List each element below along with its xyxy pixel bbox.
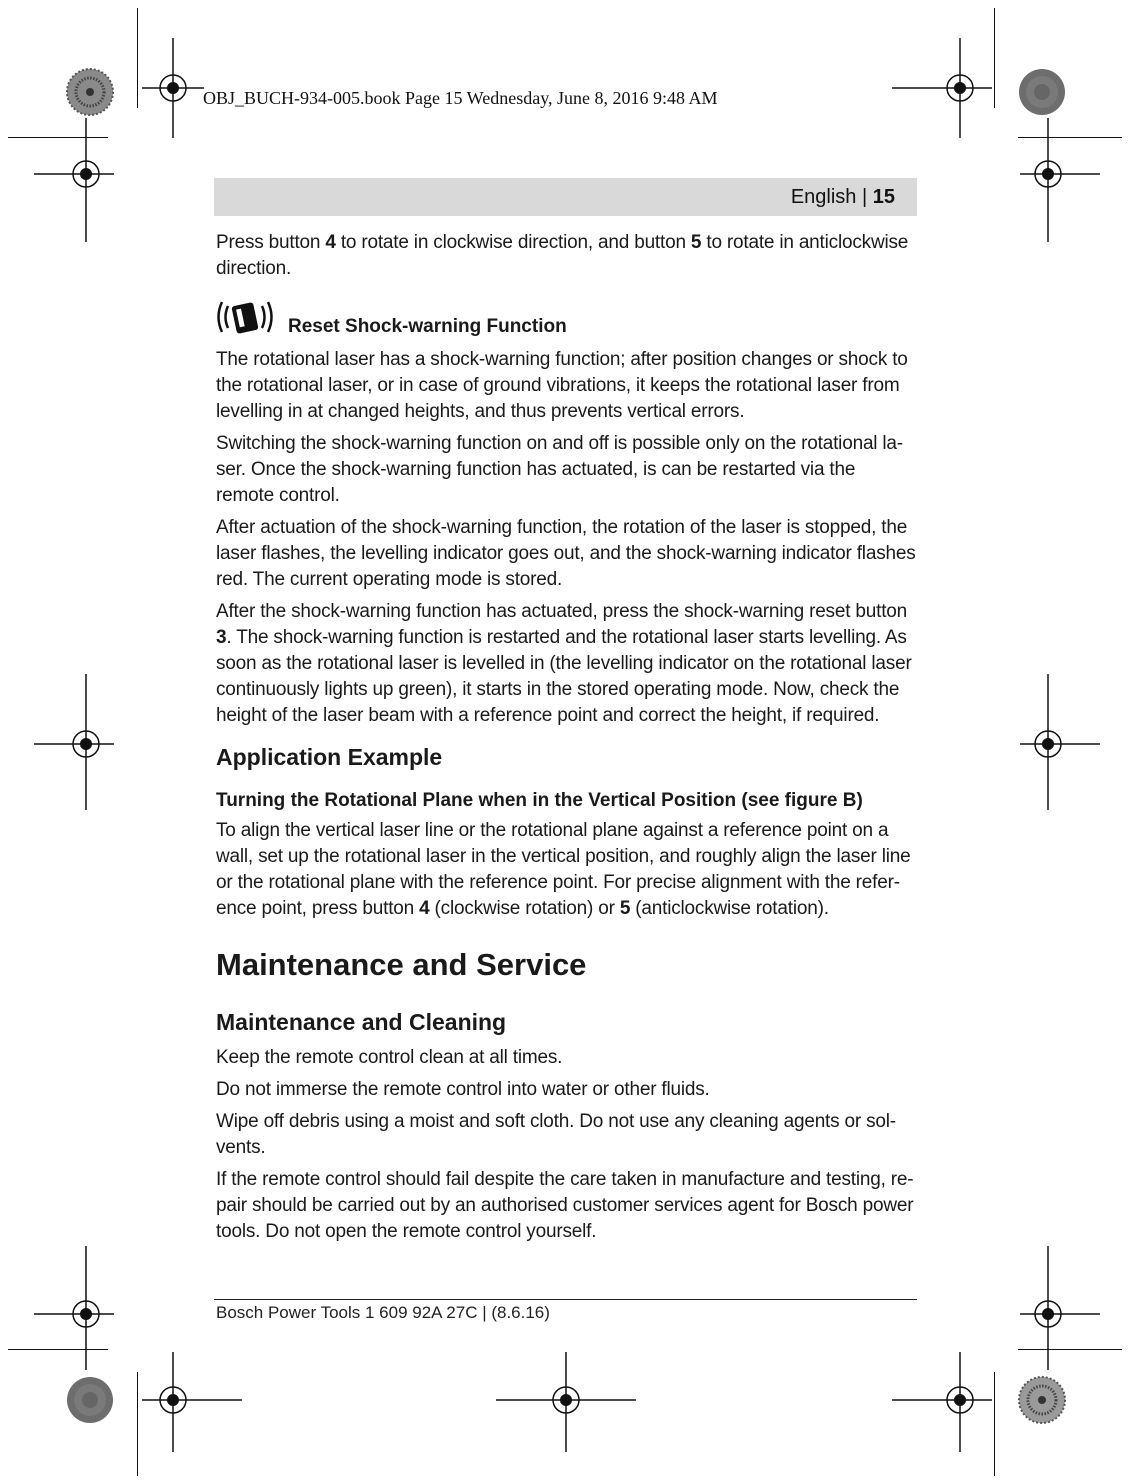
- registration-mark-icon: [34, 1246, 114, 1370]
- print-slug: OBJ_BUCH-934-005.book Page 15 Wednesday, June 8, 2016 9:48 AM: [203, 88, 718, 108]
- header-label: [791, 186, 895, 209]
- registration-mark-icon: [892, 38, 992, 138]
- button-ref-5: 5: [619, 898, 631, 919]
- reset-paragraph-1: The rotational laser has a shock-warning function; after position changes or shock to the rotational laser, or in case of ground vibrations, it keeps the rotational laser from levelling in at changed heights, and thus prevents vertical errors.: [216, 349, 908, 422]
- footer-text: Bosch Power Tools 1 609 92A 27C | (8.6.16): [216, 1303, 550, 1322]
- shock-warning-icon: [214, 296, 282, 338]
- button-ref-4: 4: [419, 898, 430, 919]
- registration-mark-icon: [34, 118, 114, 242]
- color-target-icon: [66, 1376, 114, 1429]
- crop-mark-icon: [137, 8, 138, 108]
- registration-mark-icon: [892, 1352, 992, 1452]
- maintenance-paragraph-4: If the remote control should fail despite the care taken in manufacture and testing, re-pair should be carried out by an authorised customer services agent for Bosch power tools. Do not open the remote control yourself.: [216, 1169, 914, 1242]
- reset-paragraph-2: Switching the shock-warning function on and off is possible only on the rotational la-ser. Once the shock-warning function has actuated, is can be restarted via the remote control.: [216, 433, 903, 506]
- color-target-icon: [66, 68, 114, 121]
- maintenance-paragraph-2: Do not immerse the remote control into water or other fluids.: [216, 1079, 710, 1100]
- registration-mark-icon: [1020, 674, 1100, 810]
- intro-paragraph: Press button 4 to rotate in clockwise direction, and button 5 to rotate in anticlockwise direction.: [216, 232, 909, 279]
- maintenance-paragraph-3: Wipe off debris using a moist and soft cloth. Do not use any cleaning agents or sol-vents.: [216, 1111, 896, 1158]
- crop-mark-icon: [994, 1372, 995, 1476]
- page-header: [214, 178, 917, 216]
- maintenance-heading: Maintenance and Service: [216, 947, 587, 982]
- reset-paragraph-4: After the shock-warning function has actuated, press the shock-warning reset button 3. The shock-warning function is restarted and the rotational laser starts levelling. As soon as the rotational laser is levelled in (the levelling indicator on the rotational laser continuously lights up green), it starts in the stored operating mode. Now, check the height of the laser beam with a reference point and correct the height, if required.: [216, 601, 912, 726]
- color-target-icon: [1018, 68, 1066, 121]
- crop-mark-icon: [994, 8, 995, 108]
- registration-mark-icon: [1020, 118, 1100, 242]
- footer-rule: [214, 1299, 917, 1300]
- registration-mark-icon: [496, 1352, 636, 1452]
- application-heading: Application Example: [216, 744, 443, 770]
- registration-mark-icon: [34, 674, 114, 810]
- page-number: 15: [872, 186, 895, 208]
- maintenance-paragraph-1: Keep the remote control clean at all times.: [216, 1047, 563, 1068]
- registration-mark-icon: [142, 38, 204, 138]
- button-ref-3: 3: [216, 627, 227, 648]
- reset-section-title: Reset Shock-warning Function: [288, 316, 567, 337]
- cleaning-subheading: Maintenance and Cleaning: [216, 1009, 507, 1035]
- button-ref-4: 4: [325, 232, 336, 253]
- application-subheading: Turning the Rotational Plane when in the Vertical Position (see figure B): [216, 790, 863, 811]
- crop-mark-icon: [137, 1372, 138, 1476]
- registration-mark-icon: [142, 1352, 242, 1452]
- color-target-icon: [1018, 1376, 1066, 1429]
- header-separator: |: [861, 186, 868, 208]
- application-paragraph: To align the vertical laser line or the rotational plane against a reference point on a wall, set up the rotational laser in the vertical position, and roughly align the laser line or the rotational plane with the reference point. For precise alignment with the refer-ence point, press button 4 (clockwise rotation) or 5 (anticlockwise rotation).: [216, 820, 911, 919]
- registration-mark-icon: [1020, 1246, 1100, 1370]
- button-ref-5: 5: [690, 232, 702, 253]
- reset-paragraph-3: After actuation of the shock-warning function, the rotation of the laser is stopped, the laser flashes, the levelling indicator goes out, and the shock-warning indicator flashes red. The current operating mode is stored.: [216, 517, 916, 590]
- header-language: English: [790, 186, 857, 208]
